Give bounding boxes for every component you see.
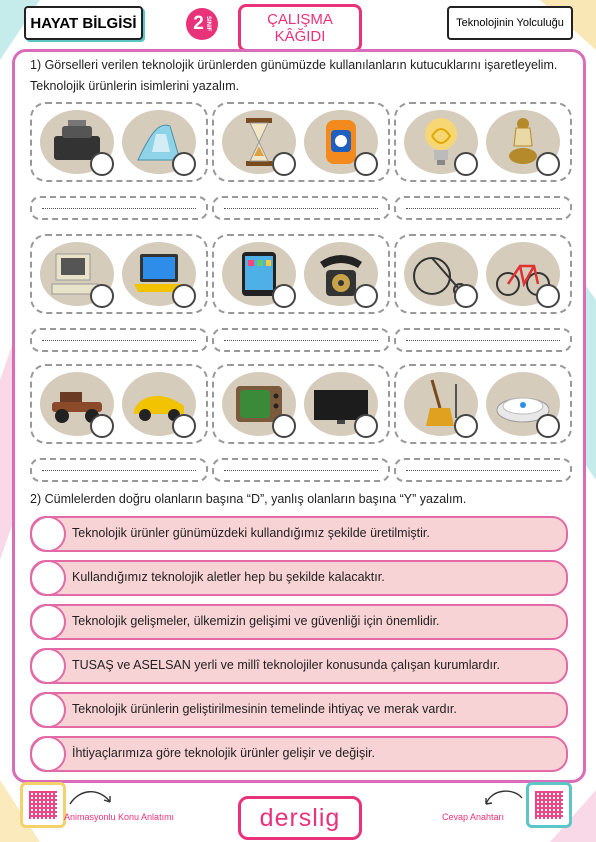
product-checkbox[interactable] (272, 152, 296, 176)
statement-text: Teknolojik gelişmeler, ülkemizin gelişimi ve güvenliği için önemlidir. (72, 614, 440, 628)
product-card (212, 234, 390, 314)
qr-code-answer-key[interactable] (526, 782, 572, 828)
product-checkbox[interactable] (90, 414, 114, 438)
product-checkbox[interactable] (354, 284, 378, 308)
statement-text: Kullandığımız teknolojik aletler hep bu şekilde kalacaktır. (72, 570, 385, 584)
arrow-right-icon (480, 784, 530, 810)
product-checkbox[interactable] (536, 414, 560, 438)
arrow-left-icon (66, 784, 116, 810)
question1-line1: 1) Görselleri verilen teknolojik ürünlerden günümüzde kullanılanların kutucuklarını işaretleyelim. (30, 58, 558, 72)
answer-circle[interactable] (30, 604, 66, 640)
product-card (394, 234, 572, 314)
answer-line[interactable] (212, 196, 390, 220)
product-checkbox[interactable] (454, 152, 478, 176)
worksheet-title (238, 4, 362, 52)
product-checkbox[interactable] (272, 414, 296, 438)
answer-line[interactable] (30, 196, 208, 220)
question1-line2: Teknolojik ürünlerin isimlerini yazalım. (30, 79, 240, 93)
answer-circle[interactable] (30, 648, 66, 684)
product-checkbox[interactable] (172, 152, 196, 176)
topic-label: Teknolojinin Yolculuğu (447, 6, 573, 40)
product-checkbox[interactable] (90, 152, 114, 176)
product-checkbox[interactable] (454, 284, 478, 308)
statement-text: TUSAŞ ve ASELSAN yerli ve millî teknolojiler konusunda çalışan kurumlardır. (72, 658, 500, 672)
qr-pattern-icon (535, 791, 563, 819)
product-checkbox[interactable] (536, 284, 560, 308)
product-checkbox[interactable] (172, 284, 196, 308)
animation-link[interactable]: Animasyonlu Konu Anlatımı (64, 812, 175, 822)
answer-line[interactable] (30, 328, 208, 352)
grade-suffix: SINIF (204, 16, 211, 32)
brand-logo: derslig (238, 796, 362, 840)
product-card (30, 364, 208, 444)
grade-badge (186, 8, 218, 40)
subject-label: HAYAT BİLGİSİ (24, 6, 143, 40)
qr-code-animation[interactable] (20, 782, 66, 828)
product-checkbox[interactable] (454, 414, 478, 438)
answer-line[interactable] (394, 458, 572, 482)
answer-circle[interactable] (30, 560, 66, 596)
answer-key-link[interactable]: Cevap Anahtarı (442, 812, 505, 822)
statement-text: Teknolojik ürünlerin geliştirilmesinin temelinde ihtiyaç ve merak vardır. (72, 702, 457, 716)
product-checkbox[interactable] (354, 152, 378, 176)
answer-line[interactable] (394, 196, 572, 220)
statement-text: Teknolojik ürünler günümüzdeki kullandığımız şekilde üretilmiştir. (72, 526, 430, 540)
statement-text: İhtiyaçlarımıza göre teknolojik ürünler gelişir ve değişir. (72, 746, 375, 760)
question2-text: 2) Cümlelerden doğru olanların başına “D”, yanlış olanların başına “Y” yazalım. (30, 492, 467, 506)
statement-row (30, 516, 568, 552)
product-card (30, 102, 208, 182)
product-card (30, 234, 208, 314)
statement-row (30, 692, 568, 728)
qr-pattern-icon (29, 791, 57, 819)
grade-number: 2 (193, 13, 204, 34)
product-checkbox[interactable] (172, 414, 196, 438)
answer-circle[interactable] (30, 516, 66, 552)
product-checkbox[interactable] (536, 152, 560, 176)
statement-row (30, 648, 568, 684)
worksheet-title-line1: ÇALIŞMA (267, 11, 333, 28)
worksheet-title-line2: KÂĞIDI (274, 28, 326, 45)
product-checkbox[interactable] (354, 414, 378, 438)
answer-circle[interactable] (30, 692, 66, 728)
product-card (212, 364, 390, 444)
statement-row (30, 560, 568, 596)
answer-circle[interactable] (30, 736, 66, 772)
product-card (394, 102, 572, 182)
product-card (394, 364, 572, 444)
answer-line[interactable] (394, 328, 572, 352)
answer-line[interactable] (30, 458, 208, 482)
product-checkbox[interactable] (90, 284, 114, 308)
statement-row (30, 604, 568, 640)
product-card (212, 102, 390, 182)
statement-row (30, 736, 568, 772)
product-checkbox[interactable] (272, 284, 296, 308)
answer-line[interactable] (212, 458, 390, 482)
answer-line[interactable] (212, 328, 390, 352)
